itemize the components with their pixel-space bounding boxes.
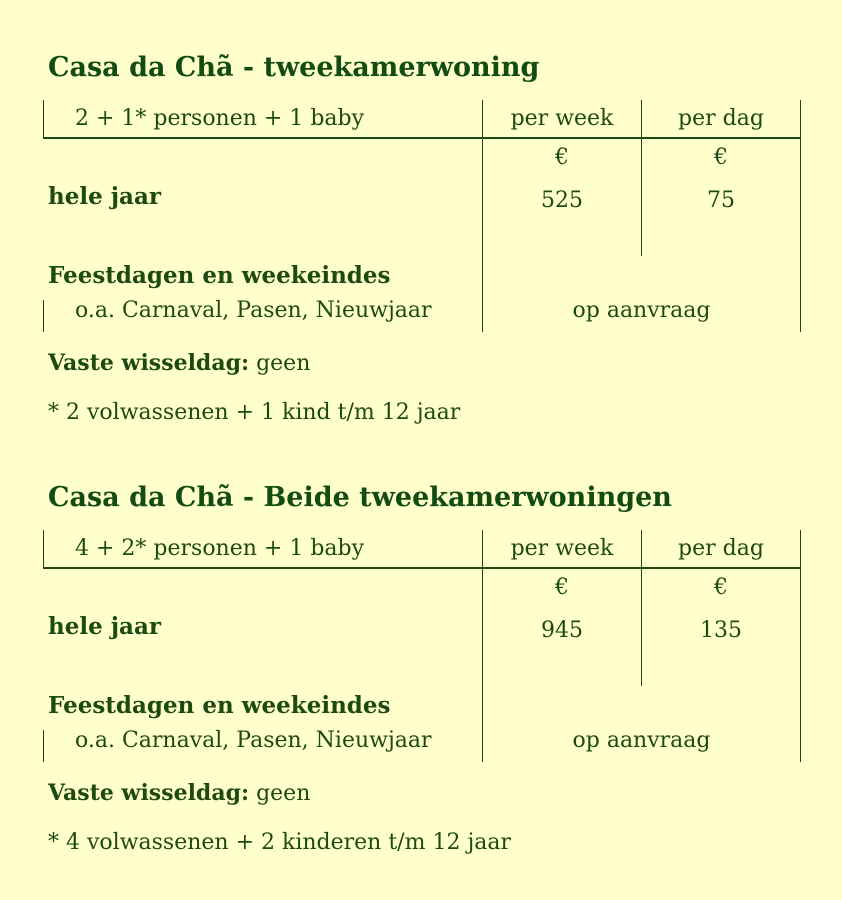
header-per-day: per dag: [678, 536, 764, 561]
header-persons: 2 + 1* personen + 1 baby: [75, 106, 365, 131]
price-section-2: [0, 430, 842, 900]
header-rule: [43, 137, 801, 139]
changeover-value: geen: [256, 351, 311, 376]
row-sub-holidays: o.a. Carnaval, Pasen, Nieuwjaar: [75, 728, 432, 753]
row-sub-holidays: o.a. Carnaval, Pasen, Nieuwjaar: [75, 298, 432, 323]
price-day: 75: [707, 188, 735, 213]
vertical-divider: [43, 730, 44, 762]
section-title: Casa da Chã - tweekamerwoning: [48, 52, 540, 83]
currency-day: €: [714, 575, 728, 600]
changeover-label: Vaste wisseldag:: [48, 780, 250, 806]
price-on-request: op aanvraag: [572, 728, 711, 753]
price-on-request: op aanvraag: [572, 298, 711, 323]
currency-day: €: [714, 145, 728, 170]
price-section-1: [0, 0, 842, 440]
changeover-day: [48, 780, 310, 806]
row-label-holidays: Feestdagen en weekeindes: [48, 692, 391, 719]
currency-week: €: [555, 575, 569, 600]
vertical-divider: [43, 100, 44, 138]
changeover-value: geen: [256, 781, 311, 806]
vertical-divider: [43, 300, 44, 332]
header-persons: 4 + 2* personen + 1 baby: [75, 536, 365, 561]
price-week: 945: [541, 618, 583, 643]
vertical-divider: [800, 530, 801, 762]
section-title: Casa da Chã - Beide tweekamerwoningen: [48, 482, 672, 513]
price-day: 135: [700, 618, 742, 643]
footnote: * 2 volwassenen + 1 kind t/m 12 jaar: [48, 400, 461, 425]
currency-week: €: [555, 145, 569, 170]
vertical-divider: [800, 100, 801, 332]
row-label-holidays: Feestdagen en weekeindes: [48, 262, 391, 289]
row-label-year: hele jaar: [48, 183, 161, 210]
vertical-divider: [43, 530, 44, 568]
header-per-week: per week: [510, 536, 614, 561]
changeover-day: [48, 350, 310, 376]
footnote: * 4 volwassenen + 2 kinderen t/m 12 jaar: [48, 830, 512, 855]
row-label-year: hele jaar: [48, 613, 161, 640]
header-per-week: per week: [510, 106, 614, 131]
header-rule: [43, 567, 801, 569]
header-per-day: per dag: [678, 106, 764, 131]
price-week: 525: [541, 188, 583, 213]
changeover-label: Vaste wisseldag:: [48, 350, 250, 376]
